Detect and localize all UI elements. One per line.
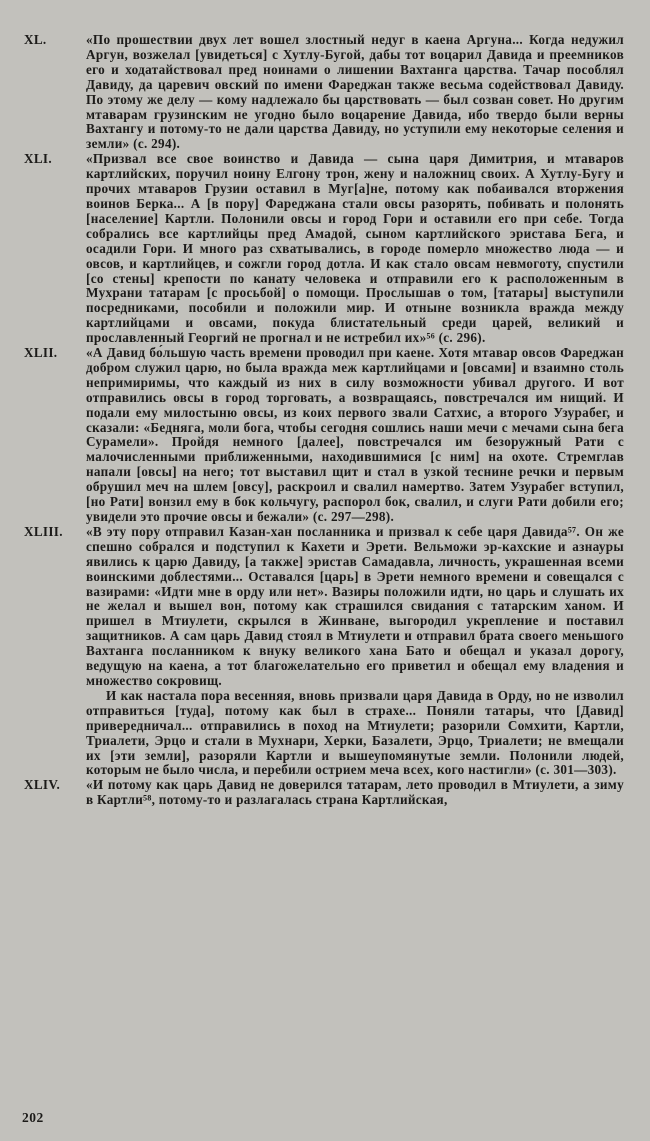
entry-number: XLII.	[24, 345, 58, 361]
entry-text: И как настала пора весенняя, вновь призвали царя Давида в Орду, но не изволил отправиться [туда], потому как был в страхе... Поняли татары, что [Давид] привередничал... отправились в поход на Мтиулети; разорили Сомхити, Картли, Триалети, Эрцо и стали в Мухнари, Херки, Базалети, Эрцо, Триалети; не вмещали их [эти земли], разоряли Картли и вышеупомянутые земли. Полонили людей, которым не было числа, и перебили острием меча всех, кого настигли» (с. 301—303).	[86, 687, 624, 778]
entry	[24, 525, 624, 778]
entry-text: «По прошествии двух лет вошел злостный недуг в каена Аргуна... Когда недужил Аргун, возжелал [увидеться] с Хутлу-Бугой, дабы тот воцарил Давида и преемников его и ходатайствовал пред ноинами о лишении Вахтанга царства. Тачар пособлял Давиду, да царевич овский по имени Фареджан также весьма содействовал Давиду. По этому же делу — кому надлежало бы царствовать — был созван совет. Но другим мтаварам грузинским не угодно было воцарение Давида, ибо твердо были верны Вахтангу и потому-то не дали царства Давиду, но уступили ему некоторые селения и земли» (с. 294).	[86, 32, 624, 152]
entry	[24, 33, 624, 152]
entry-body	[86, 346, 624, 525]
entry-text: «А Давид бо́льшую часть времени проводил при каене. Хотя мтавар овсов Фареджан добром служил царю, но была вражда меж картлийцами и [овсами] и взаимно столь непримиримы, что каждый из них в силу возможности убивал другого. И вот отправились овсы в город торговать, а возвращаясь, повстречался им нищий. И подали ему милостыню овсы, из коих первого звали Сатхис, а второго Узурабег, и сказали: «Бедняга, моли бога, чтобы сегодня сошлись наши мечи с мечами сына бега Сурамели». Пройдя немного [далее], повстречался им безоружный Рати с малочисленными приближенными, находившимися [с ним] на охоте. Стремглав напали [овсы] на него; тот выставил щит и стал в узкой теснине речки и первым обрушил меч на шлем [овсу], раскроил и свалил намертво. Затем Узурабег вступил, [но Рати] вонзил ему в бок кольчугу, распорол бок, свалил, и слуги Рати добили его; увидели это прочие овсы и бежали» (с. 297—298).	[86, 345, 624, 524]
entry-number: XL.	[24, 32, 47, 47]
entry-body	[86, 33, 624, 152]
entry-text: «И потому как царь Давид не доверился татарам, лето проводил в Мтиулети, а зиму в Картли⁵⁸, потому-то и разлагалась страна Картлийская,	[86, 777, 624, 808]
entry-body	[86, 152, 624, 346]
page-number: 202	[22, 1110, 44, 1126]
entry-text: «В эту пору отправил Казан-хан посланника и призвал к себе царя Давида⁵⁷. Он же спешно собрался и подступил к Кахети и Эрети. Вельможи эр-кахские и азнауры явились к царю Давиду, [а также] эристав Самадавла, личность, украшенная всеми воинскими доблестями... Оставался [царь] в Эрети немного времени и совещался с вазирами: «Идти мне в орду или нет». Вазиры положили идти, но царь и слушать их не желал и вышел вон, потому как страшился свидания с татарским ханом. И пришел в Мтиулети, скрылся в Жинване, выгородил укрепление и поставил защитников. А сам царь Давид стоял в Мтиулети и отправил брата своего меньшого Вахтанга посланником к внуку великого хана Бато и обещал и указал дорогу, ведущую на каена, а тот благожелательно его приветил и обещал ему владения и множество сокровищ.	[86, 523, 624, 688]
entry-number: XLIV.	[24, 777, 61, 793]
entry-text: «Призвал все свое воинство и Давида — сына царя Димитрия, и мтаваров картлийских, поручил ноину Елгону трон, жену и наложниц своих. А Хутлу-Бугу и прочих мтаваров Грузии оставил в Муг[а]не, потому как побаивался вторжения воинов Берка... А [в пору] Фареджана стали овсы разорять, побивать и полонять [население] Картли. Полонили овсы и город Гори и оставили его при себе. Тогда собрались все картлийцы пред Амадой, сыном картлийского эристава Бега, и осадили Гори. И много раз схватывались, в городе померло множество люда — и овсов, и картлийцев, и сожгли город дотла. И как стало овсам невмоготу, спустили [со стены] крепости по канату человека и отправили его к расположенным в Мухрани татарам [с просьбой] о помощи. Прослышав о том, [татары] выступили посредниками, пособили и положили мир. И отныне возникла вражда между картлийцами и овсами, покуда блистательный среди царей, великий и прославленный Георгий не прогнал и не истребил их»⁵⁶ (с. 296).	[86, 151, 624, 346]
entry	[24, 778, 624, 808]
entry-number: XLIII.	[24, 523, 63, 539]
entry-number: XLI.	[24, 151, 52, 167]
entry-body	[86, 525, 624, 778]
entry	[24, 152, 624, 346]
entry	[24, 346, 624, 525]
entries-list	[24, 33, 624, 808]
entry-body	[86, 778, 624, 808]
